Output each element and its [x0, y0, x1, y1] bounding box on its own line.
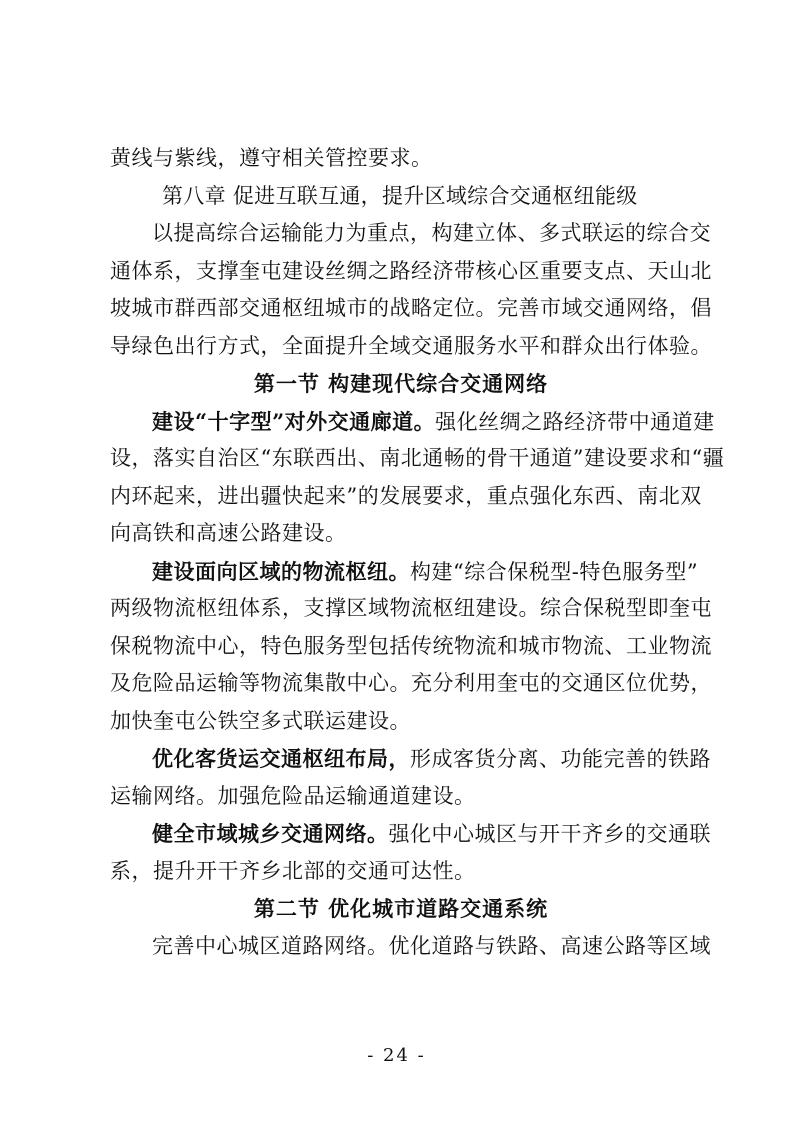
paragraph-line: 通体系，支撑奎屯建设丝绸之路经济带核心区重要支点、天山北: [110, 258, 712, 283]
paragraph-lead: 优化客货运交通枢纽布局，: [152, 746, 410, 771]
paragraph-line: 两级物流枢纽体系，支撑区域物流枢纽建设。综合保税型即奎屯: [110, 596, 712, 620]
paragraph-text: 构建“综合保税型-特色服务型”: [410, 559, 699, 584]
page-number: - 24 -: [367, 1045, 426, 1066]
paragraph-line: [110, 403, 715, 441]
paragraph-line: 导绿色出行方式，全面提升全域交通服务水平和群众出行体验。: [110, 333, 712, 358]
paragraph-text: 强化丝绸之路经济带中通道建: [435, 409, 715, 434]
paragraph-lead: 健全市域城乡交通网络。: [152, 821, 389, 846]
paragraph-text: 形成客货分离、功能完善的铁路: [410, 747, 711, 771]
paragraph-line: 设，落实自治区“东联西出、南北通畅的骨干通道”建设要求和“疆: [110, 446, 725, 470]
chapter-title: 第八章 促进互联互通，提升区域综合交通枢纽能级: [162, 183, 638, 208]
paragraph-line: 保税物流中心，特色服务型包括传统物流和城市物流、工业物流: [110, 633, 712, 658]
paragraph-line: 系，提升开干齐乡北部的交通可达性。: [110, 858, 476, 883]
paragraph-lead: 建设“十字型”对外交通廊道。: [152, 408, 436, 434]
paragraph-line: 向高铁和高速公路建设。: [110, 521, 347, 545]
paragraph-lead: 建设面向区域的物流枢纽。: [152, 558, 410, 584]
paragraph-line: 以提高综合运输能力为重点，构建立体、多式联运的综合交: [152, 221, 711, 245]
section-title: 第二节 优化城市道路交通系统: [253, 896, 549, 921]
paragraph-line: [110, 740, 711, 778]
paragraph-line: 运输网络。加强危险品运输通道建设。: [110, 783, 476, 808]
paragraph-line: [110, 553, 699, 591]
paragraph-text: 强化中心城区与开干齐乡的交通联: [388, 822, 711, 846]
paragraph-line: 及危险品运输等物流集散中心。充分利用奎屯的交通区位优势，: [110, 671, 712, 695]
paragraph-line: 坡城市群西部交通枢纽城市的战略定位。完善市域交通网络，倡: [110, 296, 712, 320]
section-title: 第一节 构建现代综合交通网络: [253, 371, 549, 396]
paragraph-line: 加快奎屯公铁空多式联运建设。: [110, 708, 411, 733]
paragraph-line: 黄线与紫线，遵守相关管控要求。: [110, 146, 433, 170]
paragraph-line: 内环起来，进出疆快起来”的发展要求，重点强化东西、南北双: [110, 483, 702, 508]
paragraph-line: [110, 815, 711, 853]
paragraph-line: 完善中心城区道路网络。优化道路与铁路、高速公路等区域: [152, 933, 711, 958]
document-body: [110, 140, 725, 965]
